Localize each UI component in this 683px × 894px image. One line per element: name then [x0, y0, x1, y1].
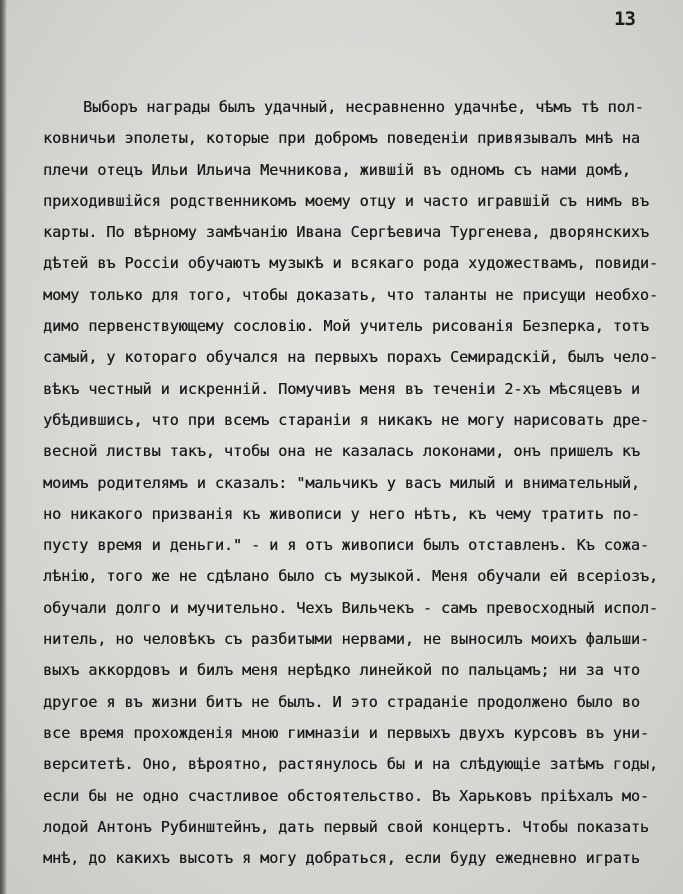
text-line: выхъ аккордовъ и билъ меня нерѣдко линейкой по пальцамъ; ни за что	[43, 661, 640, 680]
text-line: самый, у котораго обучался на первыхъ порахъ Семирадскiй, былъ чело-	[43, 348, 658, 367]
text-line: моимъ родителямъ и сказалъ: "мальчикъ у васъ милый и внимательный,	[43, 473, 640, 492]
text-line: другое я въ жизни битъ не былъ. И это страданiе продолжено было во	[43, 692, 640, 711]
text-line: но никакого призванiя къ живописи у него нѣтъ, къ чему тратить по-	[43, 504, 640, 523]
scan-left-edge	[0, 0, 7, 894]
text-line: все время прохожденiя мною гимназiи и первыхъ двухъ курсовъ въ уни-	[43, 723, 649, 742]
text-line: мому только для того, чтобы доказать, что таланты не присущи необхо-	[43, 285, 658, 304]
text-line: пусту время и деньги." - и я отъ живописи былъ отставленъ. Къ сожа-	[43, 536, 649, 555]
text-line: дѣтей въ Россiи обучаютъ музыкѣ и всякаго рода художествамъ, повиди-	[43, 254, 658, 273]
text-line: Выборъ награды былъ удачный, несравненно удачнѣе, чѣмъ тѣ пол-	[83, 98, 644, 116]
text-line: ковничьи эполеты, которые при добромъ поведенiи привязывалъ мнѣ на	[43, 129, 640, 148]
document-body-text	[43, 92, 673, 874]
text-line: карты. По вѣрному замѣчанiю Ивана Сергѣевича Тургенева, дворянскихъ	[43, 223, 649, 242]
text-line: плечи отецъ Ильи Ильича Мечникова, жившiй въ одномъ съ нами домѣ,	[43, 160, 631, 179]
text-line: вѣкъ честный и искреннiй. Помучивъ меня въ теченiи 2-хъ мѣсяцевъ и	[43, 379, 640, 398]
text-line: весной листвы такъ, чтобы она не казалась локонами, онъ пришелъ къ	[43, 442, 640, 461]
text-line: если бы не одно счастливое обстоятельство. Въ Харьковъ прiѣхалъ мо-	[43, 786, 649, 805]
page-number: 13	[614, 8, 635, 30]
text-line: лѣнiю, того же не сдѣлано было съ музыкой. Меня обучали ей всерiозъ,	[43, 567, 658, 586]
text-line: приходившiйся родственникомъ моему отцу и часто игравшiй съ нимъ въ	[43, 191, 649, 210]
text-line: димо первенствующему сословiю. Мой учитель рисованiя Безперка, тотъ	[43, 317, 649, 336]
text-line: лодой Антонъ Рубинштейнъ, дать первый свой концертъ. Чтобы показать	[43, 817, 649, 836]
text-line: обучали долго и мучительно. Чехъ Вильчекъ - самъ превосходный испол-	[43, 598, 658, 617]
text-line: убѣдившись, что при всемъ старанiи я никакъ не могу нарисовать дре-	[43, 410, 649, 429]
text-line: верситетѣ. Оно, вѣроятно, растянулось бы и на слѣдующiе затѣмъ годы,	[43, 755, 658, 774]
text-line: нитель, но человѣкъ съ разбитыми нервами, не выносилъ моихъ фальши-	[43, 630, 649, 649]
text-line: мнѣ, до какихъ высотъ я могу добраться, если буду ежедневно играть	[43, 849, 640, 868]
